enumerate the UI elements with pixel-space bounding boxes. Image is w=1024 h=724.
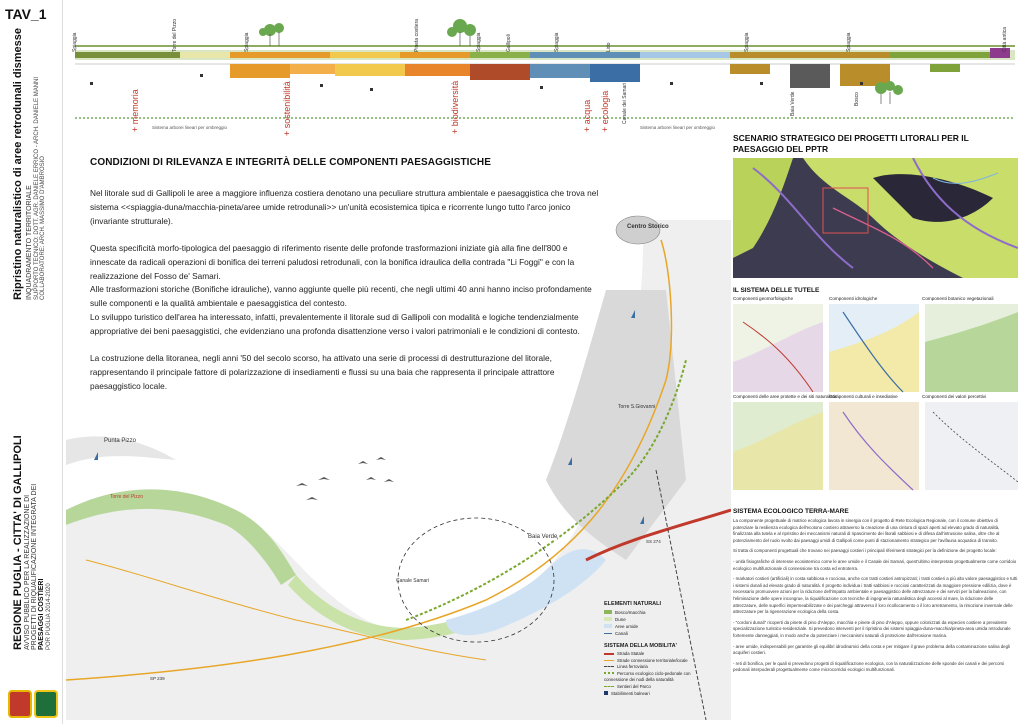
- legend-item: Canali: [604, 630, 714, 637]
- por-label: POR PUGLIA 2014-2020: [46, 583, 52, 650]
- strip-label-4: Pineta costiera: [414, 18, 420, 52]
- legend-item: Stabilimenti balneari: [604, 691, 714, 698]
- legend-item: Sentieri del Parco: [604, 684, 714, 691]
- legend-natural-list: [604, 609, 714, 637]
- tutele-thumbnails: [733, 302, 1018, 502]
- eco-title: SISTEMA ECOLOGICO TERRA-MARE: [733, 508, 849, 515]
- paragraph-5: La costruzione della litoranea, negli anni '50 del secolo scorso, ha attivato una serie di processi di destrutturazione del litorale, rappresentando il principale fattore di polarizzazione di insediamenti e flussi su una baia che rappresenta il principale attrattore paesaggistico locale.: [90, 353, 555, 391]
- eco-paragraph-5: - "cordoni dunali" ricoperti da pinete di pino d'Aleppo, macchia e pinete di pino d'Aleppo, oppure colonizzati da especies costiere a prevalente specializzazione turistico-residenziale. Si prevedono interventi per il ripristino dei sistemi spiaggia-duna-macchia/pineta-area umida retrodunale fortemente danneggiati, in modo anche da potenziare i meccanismi naturali di protezione dall'erosione marina.: [733, 619, 1011, 638]
- strip-label-1: Spiaggia: [72, 32, 78, 52]
- board-subtitle: INQUADRAMENTO TERRITORIALE: [26, 185, 33, 300]
- right-panel-title: SCENARIO STRATEGICO DEI PROGETTI LITORALI PER IL PAESAGGIO DEL PPTR: [733, 133, 969, 154]
- legend-item: Bosco/macchia: [604, 609, 714, 616]
- strip-footnote-right: Sistema arborei lineari per ombreggio: [640, 125, 716, 130]
- map-label-torre-sgiovanni: Torre S.Giovanni: [618, 404, 656, 410]
- tutele-label-3: Componenti botanico vegetazionali: [922, 296, 994, 301]
- board-title: Ripristino naturalistico di aree retrodunali dismesse: [12, 27, 24, 300]
- strip-label-5: Spiaggia: [476, 32, 482, 52]
- strip-label-12: Spiaggia: [846, 32, 852, 52]
- strip-label-8: Lido: [606, 42, 612, 52]
- theme-ecologia: + ecologia: [600, 90, 610, 132]
- puglia-logo: [8, 690, 32, 718]
- map-label-baia-verde: Baia Verde: [528, 534, 558, 540]
- legend-item: Dune: [604, 616, 714, 623]
- map-legend: [604, 601, 714, 719]
- legend-item: Linea ferroviaria: [604, 664, 714, 671]
- paragraph-4: Lo sviluppo turistico dell'area ha interessato, infatti, prevalentemente il litorale sud di Gallipoli con modalità e logiche tendenzialmente appropriative dei beni paesaggistici, che evidenziano una profonda disattenzione verso i valori patrimoniali e le condizioni di contesto.: [90, 312, 580, 337]
- tutele-label-6: Componenti dei valori percettivi: [922, 394, 987, 399]
- legend-item: Aree umide: [604, 623, 714, 630]
- eco-paragraph-2: Si tratta di componenti progettuali che trovano nei paesaggi costieri i principali riferimenti strategici per la definizione dei progetto locale:: [733, 548, 997, 554]
- strip-label-7: Spiaggia: [554, 32, 560, 52]
- legend-item: Strade connessione territoriale/locale: [604, 658, 714, 665]
- theme-acqua: + acqua: [582, 99, 592, 132]
- eco-paragraph-4: - markatori costieri (artificiali) in costa sabbiosa e rocciosa, anche con tratti costieri antropizzati; i tratti costieri a più alto valore paesaggistico e tutti i sistemi dunali ad elevato grado di naturalità. Il progetto individua i tratti sabbiosi e rocciosi caratterizzati da maggiore pressione edilizia, dove è necessario promuovere azioni per la riduzione dell'impatto ambientale e paesaggistico delle attrezzature e dei servizi per la balneazione, con l'eliminazione delle opere incongrue, la riqualificazione con tecniche di ingegneria naturalistica degli accessi al mare, la riduzione delle attrezzature, delle superfici impermeabilizzate e dei parcheggi attraverso il loro ricollocamento o il loro arretramento, la rimozione invernale delle attrezzature per la rigenerazione ecologica della costa.: [733, 576, 1018, 615]
- theme-biodiversita: + biodiversità: [450, 80, 460, 134]
- strip-label-2: Torre del Pizzo: [172, 18, 178, 52]
- strip-label-6: Gallipoli: [506, 34, 512, 52]
- collaborator-credits: COLLABORATORE: ARCH. MASSIMO D'AMBROSIO: [40, 156, 46, 300]
- legend-mobility-list: [604, 651, 714, 697]
- legend-mobility-title: SISTEMA DELLA MOBILITA': [604, 643, 677, 649]
- paragraph-3: Alle trasformazioni storiche (Bonifiche idrauliche), vanno aggiunte quelle più recenti, che negli ultimi 40 anni hanno inciso profondamente sulle componenti e la qualità ambientale e paesaggistica del contesto.: [90, 284, 592, 309]
- gallipoli-logo: [34, 690, 58, 718]
- tutele-label-2: Componenti idrologiche: [829, 296, 878, 301]
- coastal-strip-diagram: [70, 8, 1020, 138]
- eco-paragraph-6: - aree umide, indispensabili per garantire gli equilibri idrodinamici della costa e per mitigare il grave problema della contaminazione salina degli acquiferi costieri.: [733, 643, 1011, 656]
- legend-natural-title: ELEMENTI NATURALI: [604, 601, 662, 607]
- board-number: TAV_1: [5, 6, 47, 22]
- eco-paragraph-3: - unità fisiografiche di interesse ecosistemico come le aree umide e il Canale dei Samari, quest'ultimo interpretato progettualmente come corridoio ecologico multifunzionale di connessione tra costa ed entroterra.: [733, 558, 1017, 571]
- avviso-line-2: PROGETTI DI RIQUALIFICAZIONE INTEGRATA DEI: [31, 483, 38, 650]
- strip-label-14: Città antica: [1002, 26, 1008, 52]
- map-label-sp239: SP 239: [150, 676, 165, 681]
- avviso-line-1: AVVISO PUBBLICO PER LA REALIZZAZIONE DI: [24, 494, 31, 650]
- tutele-label-5: Componenti culturali e insediative: [829, 394, 898, 399]
- strip-label-3: Spiaggia: [244, 32, 250, 52]
- strip-label-13: Bosco: [854, 92, 860, 106]
- legend-item: Strada Statale: [604, 651, 714, 658]
- paragraph-1: Nel litorale sud di Gallipoli le aree a maggiore influenza costiera denotano una peculiare struttura ambientale e paesaggistica che trova nel sistema <<spiaggia-duna/macchia-pineta/aree umide retrodunali>> un'unità ecosistemica tipica e ricorrente lungo tutto l'arco jonico (invariante strutturale).: [90, 188, 599, 226]
- tutele-label-1: Componenti geomorfologiche: [733, 296, 794, 301]
- eco-paragraph-7: - reti di bonifica, per le quali si prevedono progetti di riqualificazione ecologica, con la naturalizzazione delle sponde dei canali e dei percorsi pedonali interpoderali progettualmente come microcorridoi ecologici multifunzionali.: [733, 660, 1005, 673]
- tutele-label-4: Componenti delle aree protette e dei siti naturalistici: [733, 394, 839, 399]
- strategic-scenario-map: [733, 158, 1018, 278]
- strip-label-10: Spiaggia: [744, 32, 750, 52]
- paragraph-2: Questa specificità morfo-tipologica del paesaggio di riferimento risente delle profonde trasformazioni iniziate già alla fine dell'800 e innescate da radicali operazioni di bonifica dei terreni paludosi retrodunali, con la bonifica idraulica della contrada "Li Foggi" e con la realizzazione del Fosso de' Samari.: [90, 242, 575, 281]
- side-title-strip: [0, 0, 63, 724]
- section-heading: CONDIZIONI DI RILEVANZA E INTEGRITÀ DELLE COMPONENTI PAESAGGISTICHE: [90, 157, 491, 168]
- eco-paragraph-1: La componente progettuale di matrice ecologica lavora in sinergia con il progetto di Rete Ecologica Regionale, con il comune obiettivo di potenziare la resilienza ecologica dell'ecotono costiero attraverso la creazione di una cintura di spazi aperti ad elevato grado di naturalità, finalizzata alla tutela e al ripristino dei meccanismi naturali di ripascimento dei litorali sabbiosi e di difesa dall'intrusione salina, oltre che al potenziamento del ruolo svolto dai paesaggi umidi di Gallipoli come punti di stazionamento strategico per l'avifauna acquatica di transito.: [733, 518, 1000, 543]
- map-label-centro: Centro Storico: [627, 224, 669, 230]
- map-label-punta-pizzo: Punta Pizzo: [104, 438, 137, 444]
- support-credits: SUPPORTO TECNICO: DOTT. AGR. DANIELE ERRICO - ARCH. DANIELE MANNI: [34, 76, 40, 300]
- theme-memoria: + memoria: [130, 89, 140, 132]
- strip-label-9: Canale dei Samari: [622, 82, 628, 124]
- strip-label-11: Baia Verde: [790, 91, 796, 116]
- theme-sostenibilita: + sostenibilità: [282, 81, 292, 136]
- map-label-ss274: SS 274: [646, 539, 661, 544]
- tutele-title: IL SISTEMA DELLE TUTELE: [733, 287, 820, 294]
- map-label-torre-pizzo: Torre del Pizzo: [110, 494, 144, 500]
- map-label-canale-samari: Canale Samari: [396, 578, 430, 584]
- region-title: REGIONE PUGLIA - CITTA' DI GALLIPOLI: [12, 435, 24, 650]
- strip-footnote-left: Sistema arborei lineari per ombreggio: [152, 125, 228, 130]
- legend-item: Percorso ecologico ciclo-pedonale con connessione dei nodi della naturalità: [604, 670, 691, 683]
- eco-text: [733, 518, 1018, 678]
- avviso-line-3: PAESAGGI COSTIERI: [38, 578, 45, 650]
